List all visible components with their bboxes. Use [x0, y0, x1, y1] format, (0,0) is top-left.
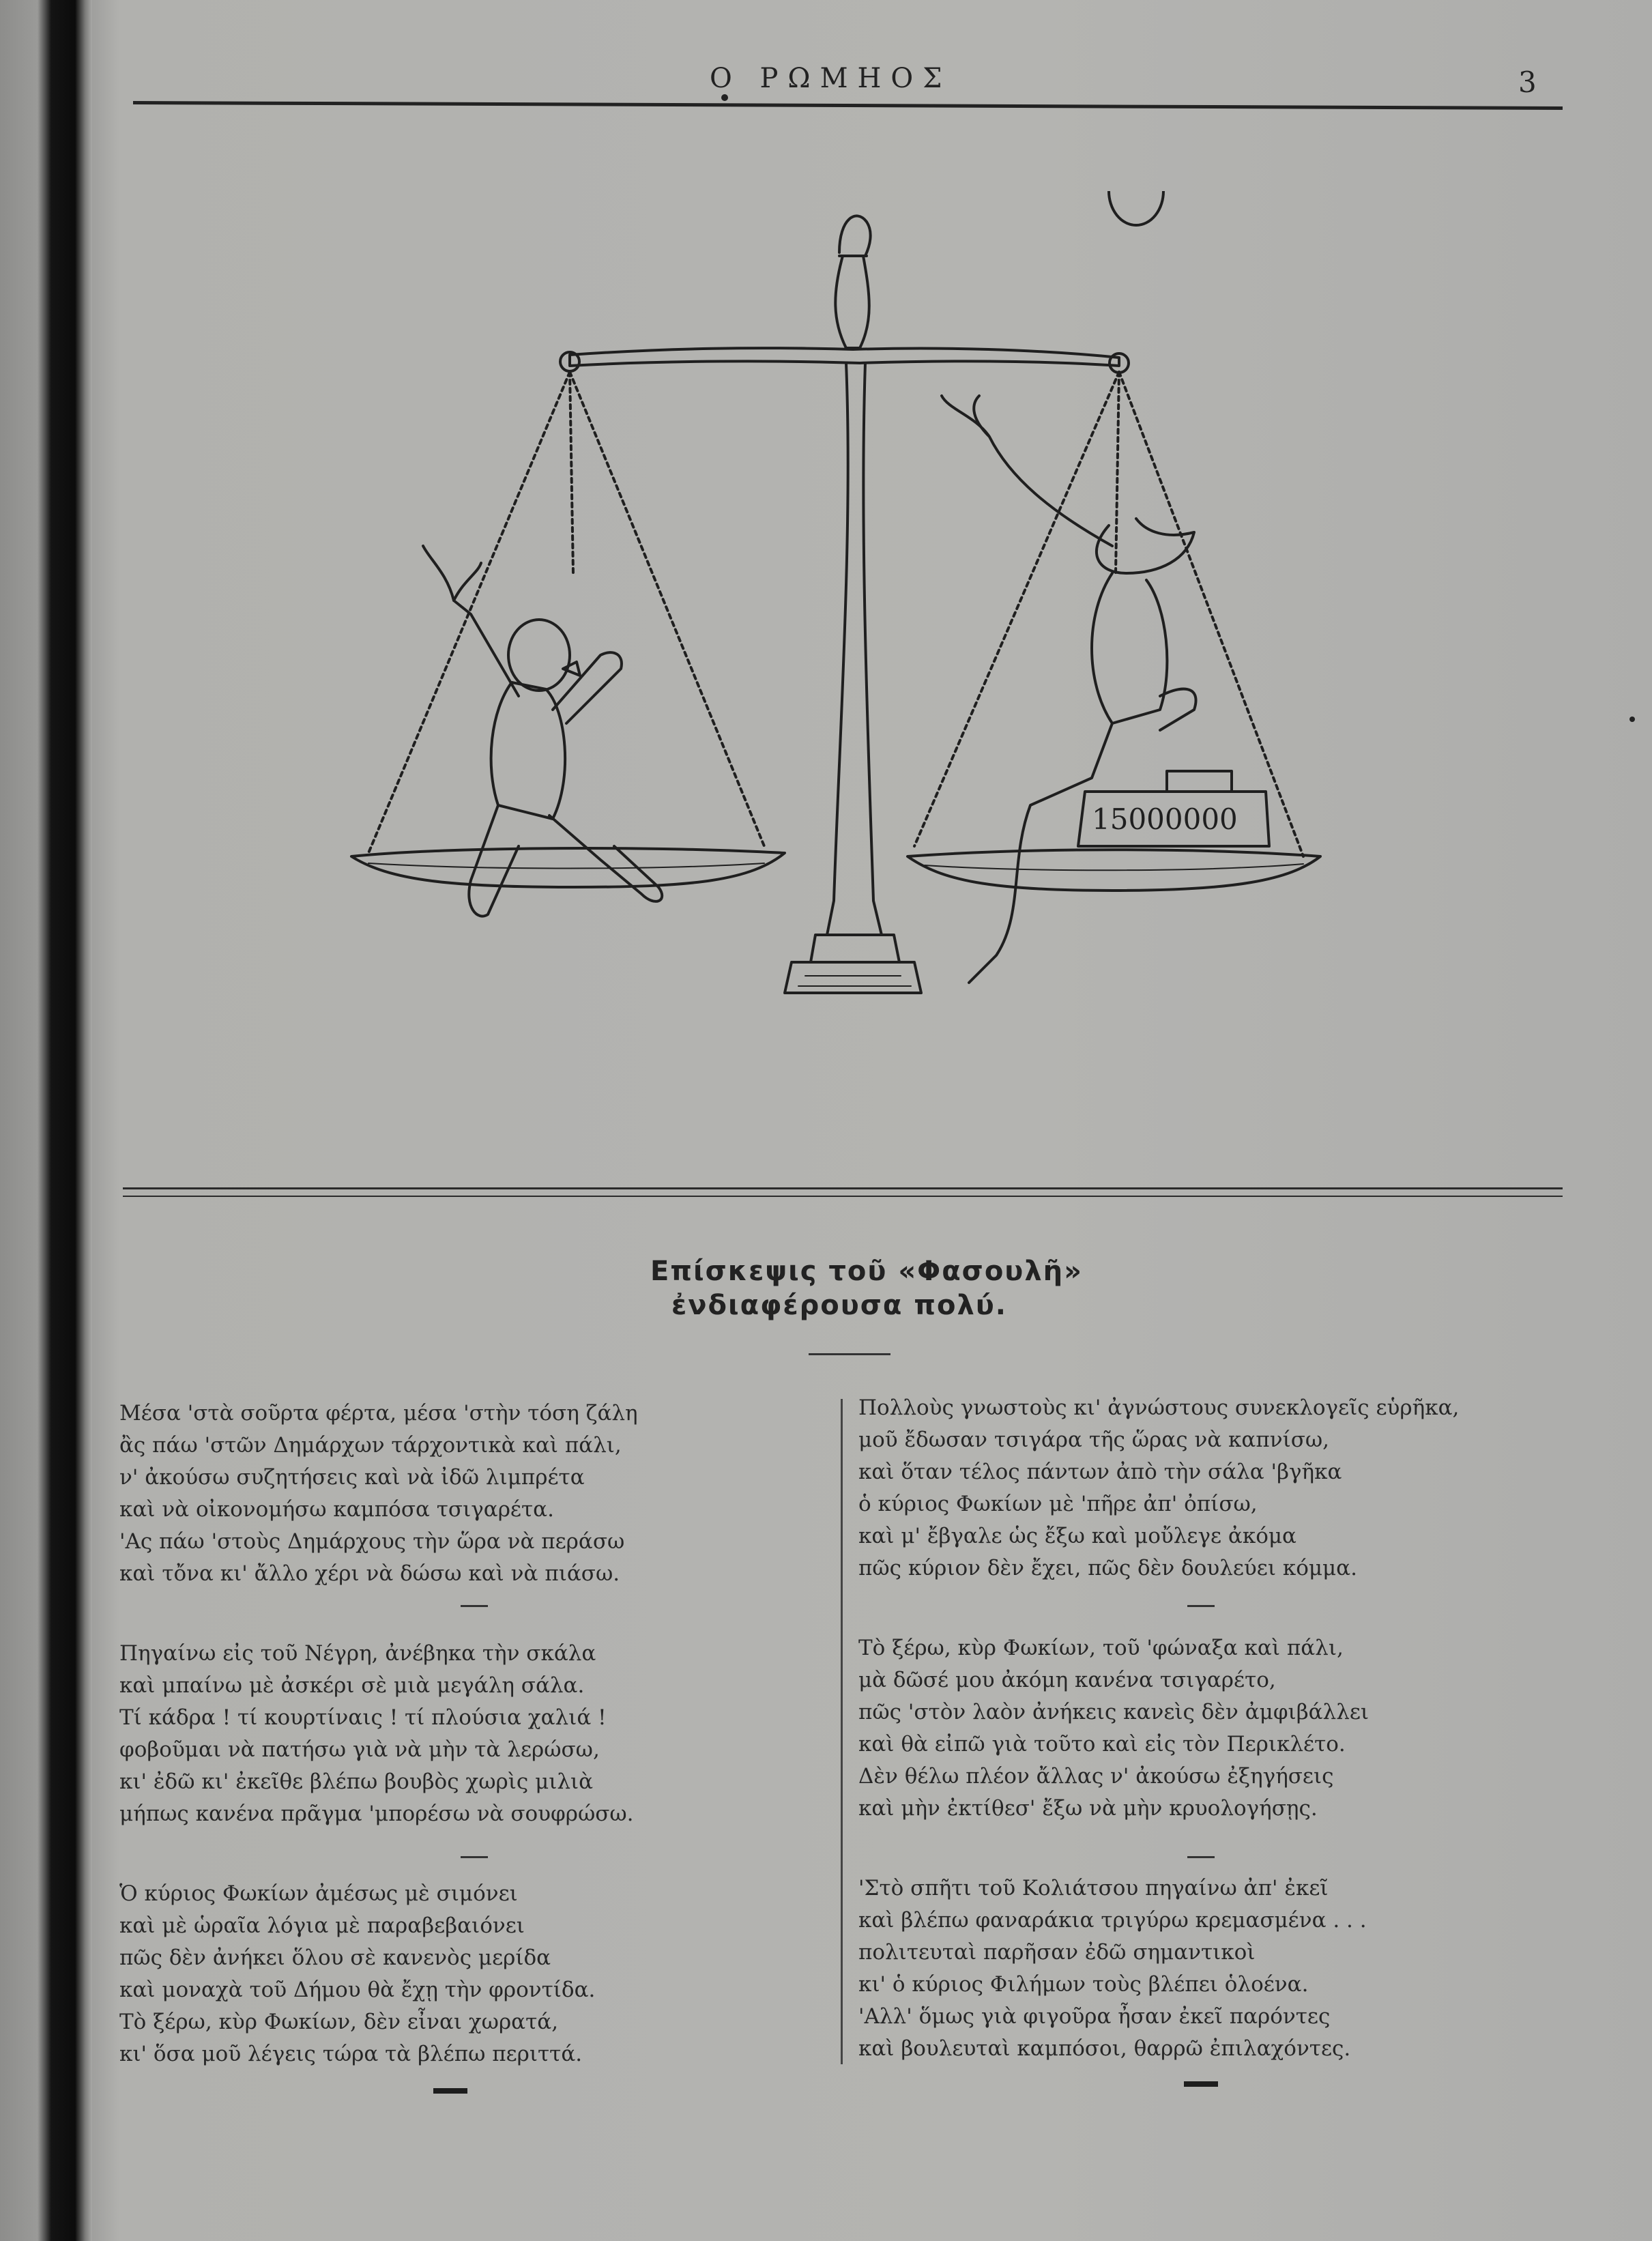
verse-line: καὶ μὴν ἐκτίθεσ' ἔξω νὰ μὴν κρυολογήσῃς.	[858, 1796, 1318, 1821]
verse-line: καὶ βλέπω φαναράκια τριγύρω κρεμασμένα . . .	[858, 1908, 1367, 1933]
scale-hook	[839, 216, 871, 256]
verse-line: καὶ μπαίνω μὲ ἀσκέρι σὲ μιὰ μεγάλη σάλα.	[119, 1673, 585, 1698]
stanza	[119, 1878, 638, 2070]
stanza	[858, 1873, 1459, 2065]
section-rule-lower	[123, 1196, 1563, 1197]
right-column	[858, 1392, 1459, 2065]
verse-line: μὰ δῶσέ μου ἀκόμη κανένα τσιγαρέτο,	[858, 1668, 1276, 1692]
verse-line: ἂς πάω 'στῶν Δημάρχων τάρχοντικὰ καὶ πάλι,	[119, 1433, 622, 1458]
verse-line: καὶ μοναχὰ τοῦ Δήμου θὰ ἔχῃ τὴν φροντίδα.	[119, 1978, 596, 2002]
verse-line: Πηγαίνω εἰς τοῦ Νέγρη, ἀνέβηκα τὴν σκάλα	[119, 1641, 596, 1666]
column-end-mark	[433, 2088, 467, 2094]
verse-line: καὶ βουλευταὶ καμπόσοι, θαρρῶ ἐπιλαχόντες.	[858, 2036, 1351, 2061]
verse-line: πῶς κύριον δὲν ἔχει, πῶς δὲν δουλεύει κόμμα.	[858, 1556, 1357, 1580]
verse-line: πῶς 'στὸν λαὸν ἀνήκεις κανεὶς δὲν ἀμφιβάλλει	[858, 1700, 1370, 1724]
scale-column	[827, 363, 882, 935]
verse-line: καὶ μ' ἔβγαλε ὡς ἔξω καὶ μοὔλεγε ἀκόμα	[858, 1524, 1296, 1548]
masthead: Ο ΡΩΜΗΟΣ	[710, 63, 952, 94]
article-title-line2: ἐνδιαφέρουσα πολύ.	[671, 1290, 1007, 1321]
verse-line: καὶ ὅταν τέλος πάντων ἀπὸ τὴν σάλα 'βγῆκα	[858, 1460, 1342, 1484]
verse-line: πῶς δὲν ἀνήκει ὅλου σὲ κανενὸς μερίδα	[119, 1946, 551, 1970]
stanza-separator	[1187, 1856, 1215, 1858]
left-column	[119, 1398, 638, 2070]
section-rule-upper	[123, 1187, 1563, 1189]
verse-line: Τὸ ξέρω, κὺρ Φωκίων, δὲν εἶναι χωρατά,	[119, 2010, 559, 2034]
verse-line: καὶ μὲ ὡραῖα λόγια μὲ παραβεβαιόνει	[119, 1913, 525, 1938]
ink-speck	[1629, 717, 1635, 722]
title-ornament	[809, 1353, 890, 1355]
column-divider	[841, 1399, 843, 2064]
verse-line: μήπως κανένα πρᾶγμα 'μπορέσω νὰ σουφρώσω.	[119, 1802, 634, 1826]
scale-finial	[835, 256, 869, 348]
cartoon-balance-scale	[314, 191, 1378, 1092]
stanza-separator	[1187, 1605, 1215, 1607]
verse-line: φοβοῦμαι νὰ πατήσω γιὰ νὰ μὴν τὰ λερώσω,	[119, 1737, 600, 1762]
verse-line: καὶ νὰ οἰκονομήσω καμπόσα τσιγαρέτα.	[119, 1497, 554, 1522]
column-end-mark	[1184, 2081, 1218, 2087]
verse-line: Τί κάδρα ! τί κουρτίναις ! τί πλούσια χαλιά !	[119, 1705, 607, 1730]
page-number: 3	[1518, 66, 1537, 99]
verse-line: Πολλοὺς γνωστοὺς κι' ἀγνώστους συνεκλογεῖς εὑρῆκα,	[858, 1396, 1460, 1420]
verse-line: Δὲν θέλω πλέον ἄλλας ν' ἀκούσω ἐξηγήσεις	[858, 1764, 1334, 1789]
left-pan-chains	[368, 372, 764, 853]
verse-line: κι' ὅσα μοῦ λέγεις τώρα τὰ βλέπω περιττά.	[119, 2042, 583, 2066]
verse-line: Τὸ ξέρω, κὺρ Φωκίων, τοῦ 'φώναξα καὶ πάλι,	[858, 1636, 1344, 1660]
verse-line: ν' ἀκούσω συζητήσεις καὶ νὰ ἰδῶ λιμπρέτα	[119, 1465, 585, 1490]
scale-base	[785, 935, 921, 993]
verse-line: καὶ θὰ εἰπῶ γιὰ τοῦτο καὶ εἰς τὸν Περικλέτο.	[858, 1732, 1346, 1756]
scale-beam	[570, 348, 1119, 366]
article-title-line1: Επίσκεψις τοῦ «Φασουλῆ»	[650, 1256, 1083, 1287]
stanza	[119, 1398, 638, 1590]
book-binding-shadow	[0, 0, 92, 2241]
verse-line: πολιτευταὶ παρῆσαν ἐδῶ σημαντικοὶ	[858, 1940, 1256, 1965]
verse-line: κι' ὁ κύριος Φιλήμων τοὺς βλέπει ὁλοένα.	[858, 1972, 1309, 1997]
ink-speck	[721, 94, 728, 101]
stanza-separator	[461, 1605, 488, 1607]
left-figure-man	[423, 546, 662, 916]
verse-line: 'Στὸ σπῆτι τοῦ Κολιάτσου πηγαίνω ἀπ' ἐκεῖ	[858, 1876, 1329, 1900]
stanza-separator	[461, 1856, 488, 1858]
verse-line: Μέσα 'στὰ σοῦρτα φέρτα, μέσα 'στὴν τόση ζάλη	[119, 1401, 638, 1426]
weight-block	[1078, 771, 1269, 846]
verse-line: κι' ἐδῶ κι' ἐκεῖθε βλέπω βουβὸς χωρὶς μιλιὰ	[119, 1769, 594, 1794]
stanza	[858, 1632, 1459, 1825]
verse-line: 'Ας πάω 'στοὺς Δημάρχους τὴν ὥρα νὰ περάσω	[119, 1529, 625, 1554]
verse-line: 'Αλλ' ὅμως γιὰ φιγοῦρα ἦσαν ἐκεῖ παρόντες	[858, 2004, 1331, 2029]
verse-line: καὶ τὄνα κι' ἄλλο χέρι νὰ δώσω καὶ νὰ πιάσω.	[119, 1561, 620, 1586]
stanza	[858, 1392, 1459, 1585]
stanza	[119, 1638, 638, 1830]
verse-line: μοῦ ἔδωσαν τσιγάρα τῆς ὥρας νὰ καπνίσω,	[858, 1428, 1330, 1452]
verse-line: ὁ κύριος Φωκίων μὲ 'πῆρε ἀπ' ὀπίσω,	[858, 1492, 1258, 1516]
right-figure-bearded-man	[942, 191, 1196, 983]
right-pan-chains	[914, 372, 1303, 856]
verse-line: Ὁ κύριος Φωκίων ἀμέσως μὲ σιμόνει	[119, 1881, 518, 1906]
weight-label: 15000000	[1092, 803, 1238, 836]
